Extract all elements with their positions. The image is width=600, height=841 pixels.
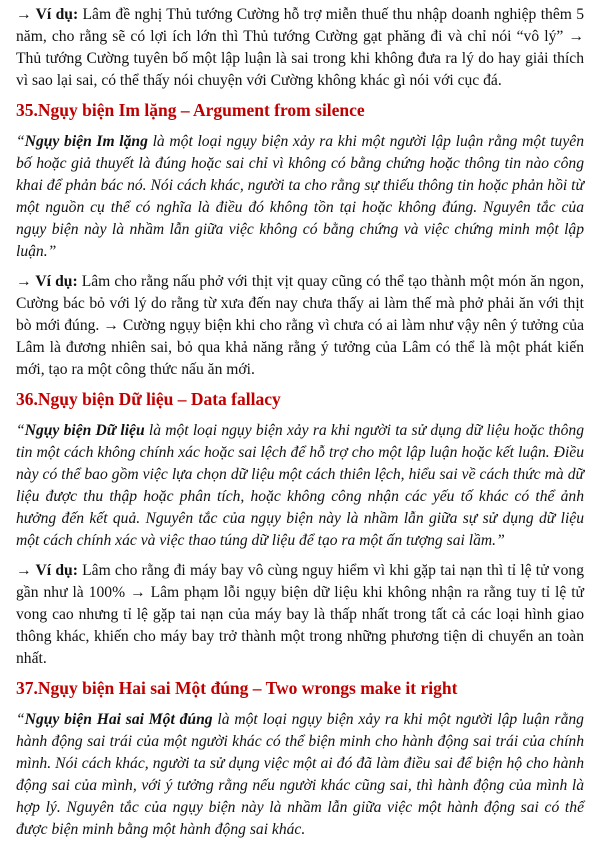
- section-heading-35: 35.Ngụy biện Im lặng – Argument from silence: [16, 100, 365, 120]
- example-label: Ví dụ:: [35, 562, 78, 579]
- top-example-paragraph: [16, 4, 584, 92]
- definition-text: là một loại ngụy biện xảy ra khi người ta sử dụng dữ liệu hoặc thông tin một cách không chính xác hoặc sai lệch để hỗ trợ cho một lập luận hoặc kết luận. Điều này có thể bao gồm việc lựa chọn dữ liệu một cách thiên lệch, hiểu sai về cách thức mà dữ liệu được thu thập hoặc phân tích, hoặc không công nhận các yếu tố khác có thể ảnh hưởng đến kết quả. Nguyên tắc của ngụy biện này là nhầm lẫn giữa sự sử dụng dữ liệu một cách chính xác và việc thao túng dữ liệu để tạo ra một ấn tượng sai lầm.”: [16, 422, 584, 549]
- example-text: Lâm cho rằng nấu phở với thịt vịt quay cũng có thể tạo thành một món ăn ngon, Cường bác bỏ với lý do rằng từ xưa đến nay chưa thấy ai làm thế mà phở phải ăn với thịt bò mới đúng. → Cường ngụy biện khi cho rằng vì chưa có ai làm như vậy nên ý tưởng của Lâm là đương nhiên sai, bỏ qua khả năng rằng ý tưởng của Lâm có thể là một phát kiến mới, tạo ra một công thức nấu ăn mới.: [16, 273, 584, 378]
- example-label: Ví dụ:: [35, 6, 79, 23]
- example-label: Ví dụ:: [35, 273, 78, 290]
- arrow-icon: →: [16, 562, 36, 579]
- term-name: Ngụy biện Dữ liệu: [24, 422, 145, 439]
- example-text: Lâm cho rằng đi máy bay vô cùng nguy hiểm vì khi gặp tai nạn thì tỉ lệ tử vong gần như là 100% → Lâm phạm lỗi ngụy biện dữ liệu khi không nhận ra rằng tuy tỉ lệ tử vong cao nhưng tỉ lệ gặp tai nạn của máy bay là thấp nhất trong tất cả các loại hình giao thông khác, khiến cho máy bay trở thành một trong những phương tiện di chuyển an toàn nhất.: [16, 562, 584, 667]
- definition-text: là một loại ngụy biện xảy ra khi một người lập luận rằng hành động sai trái của một người khác có thể biện minh cho hành động sai trái của chính mình. Nói cách khác, người ta sử dụng việc một ai đó đã làm điều sai để biện hộ cho hành động sai của mình, với ý tưởng rằng nếu người khác cũng sai, thì hành động của mình là hợp lý. Nguyên tắc của ngụy biện này là nhầm lẫn giữa việc một hành động sai có thể được biện minh bằng một hành động sai khác.: [16, 711, 584, 838]
- quote-mark: “: [16, 711, 25, 728]
- definition-paragraph-35: [16, 131, 584, 263]
- quote-mark: “: [16, 133, 25, 150]
- section-heading-37: 37.Ngụy biện Hai sai Một đúng – Two wrongs make it right: [16, 678, 458, 698]
- section-heading-36: 36.Ngụy biện Dữ liệu – Data fallacy: [16, 389, 281, 409]
- example-paragraph-36: [16, 560, 584, 670]
- example-text: Lâm đề nghị Thủ tướng Cường hỗ trợ miễn thuế thu nhập doanh nghiệp thêm 5 năm, cho rằng sẽ có lợi ích lớn thì Thủ tướng Cường gạt phăng đi và chỉ nói “vô lý” → Thủ tướng Cường tuyên bố một lập luận là sai trong khi không đưa ra lý do hay giải thích vì sao lại sai, có thể thấy nói chuyện với Cường không khác gì nói với cục đá.: [16, 6, 585, 89]
- arrow-icon: →: [16, 273, 36, 290]
- quote-mark: “: [16, 422, 25, 439]
- example-paragraph-35: [16, 271, 584, 381]
- arrow-icon: →: [16, 6, 36, 23]
- term-name: Ngụy biện Hai sai Một đúng: [24, 711, 213, 728]
- definition-text: là một loại ngụy biện xảy ra khi một người lập luận rằng một tuyên bố hoặc giả thuyết là đúng hoặc sai chỉ vì không có bằng chứng hoặc thông tin nào công khai để phản bác nó. Nói cách khác, người ta cho rằng sự thiếu thông tin hoặc phản hồi từ một nguồn cụ thể có nghĩa là điều đó không tồn tại hoặc không đúng. Nguyên tắc của ngụy biện này là nhầm lẫn giữa việc không có bằng chứng và việc chứng minh một lập luận.”: [16, 133, 584, 260]
- definition-paragraph-36: [16, 420, 584, 552]
- definition-paragraph-37: [16, 709, 584, 841]
- term-name: Ngụy biện Im lặng: [24, 133, 148, 150]
